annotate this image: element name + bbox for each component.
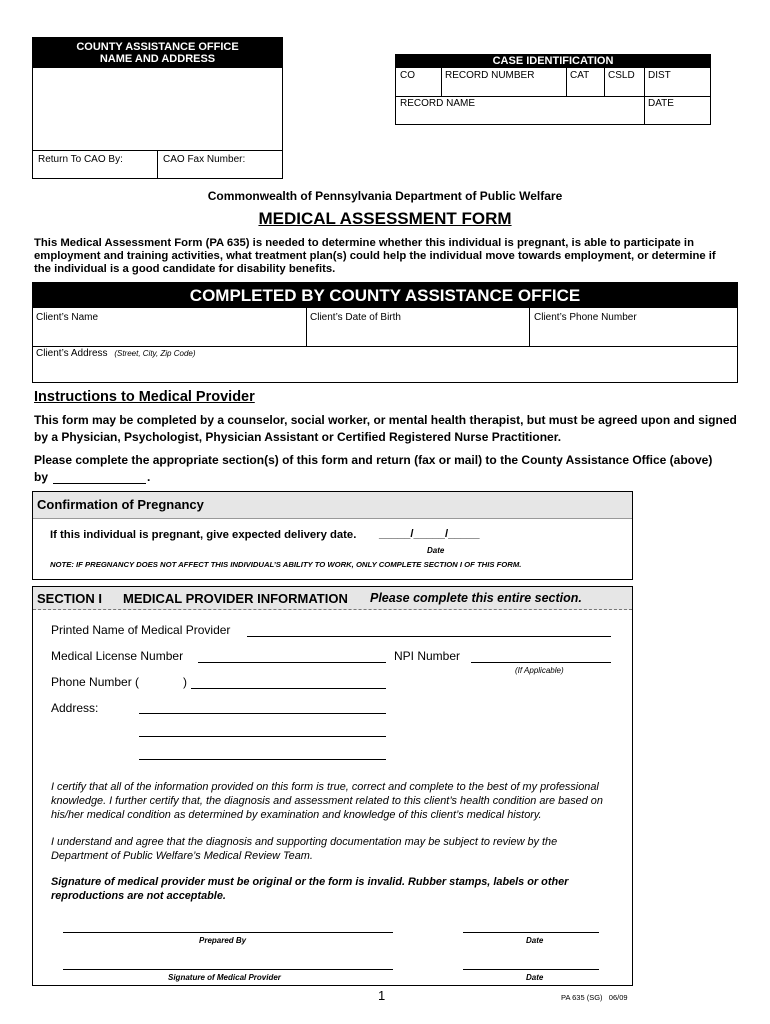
prepared-by-field[interactable] [63, 932, 393, 933]
form-title: MEDICAL ASSESSMENT FORM [258, 209, 512, 228]
client-address-hint: (Street, City, Zip Code) [114, 349, 196, 358]
csld-label: CSLD [608, 70, 635, 81]
section1-label: SECTION I [37, 591, 103, 606]
signature-date-field[interactable] [463, 969, 599, 970]
instructions-title: Instructions to Medical Provider [34, 389, 255, 405]
printed-name-field[interactable] [247, 636, 611, 637]
client-phone-field[interactable]: Client’s Phone Number [534, 312, 637, 323]
section1 [32, 586, 633, 986]
license-label: Medical License Number [51, 649, 184, 663]
intro-text: This Medical Assessment Form (PA 635) is needed to determine whether this individual is pregnant, is able to participate in employment and training activities, what treatment plan(s) could help the individual move towards employment, or determine if the individual is a good candidate for disability benefits. [34, 237, 716, 275]
instructions-para1: This form may be completed by a counselor, social worker, or mental health therapist, but must be agreed upon and signed by a Physician, Psychologist, Physician Assistant or Certified Registered Nurse Practitioner. [34, 413, 737, 444]
record-number-label: RECORD NUMBER [445, 70, 535, 81]
case-id-header: CASE IDENTIFICATION [396, 55, 710, 68]
cao-box [32, 37, 283, 179]
npi-hint: (If Applicable) [515, 666, 564, 675]
cao-address-area[interactable] [33, 68, 282, 150]
instructions-by: by [34, 470, 49, 484]
delivery-date-label: Date [427, 546, 445, 555]
address-label: Address: [51, 701, 99, 715]
client-name-field[interactable]: Client’s Name [36, 312, 99, 323]
cao-header: COUNTY ASSISTANCE OFFICE NAME AND ADDRESS [33, 38, 282, 68]
delivery-date-input[interactable]: _____/_____/_____ [379, 528, 480, 540]
instructions-para2: Please complete the appropriate section(s) of this form and return (fax or mail) to the County Assistance Office (above) [34, 453, 713, 467]
prepared-date-field[interactable] [463, 932, 599, 933]
address-field-3[interactable] [139, 759, 386, 760]
client-address-label: Client’s Address [36, 348, 108, 359]
signature-field[interactable] [63, 969, 393, 970]
return-by-line[interactable] [53, 483, 146, 484]
department-name: Commonwealth of Pennsylvania Department of Public Welfare [207, 189, 563, 203]
cat-label: CAT [570, 70, 590, 81]
return-to-cao-label: Return To CAO By: [38, 154, 123, 165]
section1-title: MEDICAL PROVIDER INFORMATION [123, 591, 348, 606]
form-code: PA 635 (SG) 06/09 [561, 993, 628, 1002]
cao-completed-section [32, 282, 738, 383]
dist-label: DIST [648, 70, 671, 81]
phone-field[interactable] [191, 688, 386, 689]
certify-text: I certify that all of the information provided on this form is true, correct and complete to the best of my professional knowledge. I further certify that, the diagnosis and assessment related to this client’s health condition are based on his/her medical condition as determined by examination and knowledge of this client’s medical history. [51, 781, 603, 821]
license-field[interactable] [198, 662, 386, 663]
co-label: CO [400, 70, 415, 81]
understand-text: I understand and agree that the diagnosis and supporting documentation may be subject to review by the Department of Public Welfare’s Medical Review Team. [51, 836, 558, 862]
record-name-label: RECORD NAME [400, 98, 476, 109]
cao-completed-header: COMPLETED BY COUNTY ASSISTANCE OFFICE [33, 283, 737, 308]
signature-label: Signature of Medical Provider [168, 973, 281, 982]
pregnancy-question: If this individual is pregnant, give expected delivery date. [50, 529, 357, 541]
address-field-2[interactable] [139, 736, 386, 737]
page-number: 1 [378, 988, 386, 1003]
section1-subtitle: Please complete this entire section. [370, 591, 582, 605]
prepared-by-label: Prepared By [199, 936, 247, 945]
client-dob-field[interactable]: Client’s Date of Birth [310, 312, 401, 323]
address-field-1[interactable] [139, 713, 386, 714]
phone-close: ) [183, 675, 187, 689]
pregnancy-note: NOTE: IF PREGNANCY DOES NOT AFFECT THIS INDIVIDUAL’S ABILITY TO WORK, ONLY COMPLETE SECTION I OF THIS FORM. [50, 560, 522, 569]
npi-label: NPI Number [394, 649, 461, 663]
signature-note: Signature of medical provider must be original or the form is invalid. Rubber stamps, labels or other reproductions are not acceptable. [51, 876, 569, 902]
client-address-field[interactable] [36, 348, 196, 359]
pregnancy-title: Confirmation of Pregnancy [37, 497, 204, 512]
pregnancy-section [32, 491, 633, 580]
prepared-date-label: Date [526, 936, 544, 945]
phone-label: Phone Number ( [51, 675, 140, 689]
date-label: DATE [648, 98, 674, 109]
signature-date-label: Date [526, 973, 544, 982]
case-identification-box [395, 54, 711, 125]
npi-field[interactable] [471, 662, 611, 663]
printed-name-label: Printed Name of Medical Provider [51, 623, 231, 637]
cao-fax-label: CAO Fax Number: [163, 154, 246, 165]
